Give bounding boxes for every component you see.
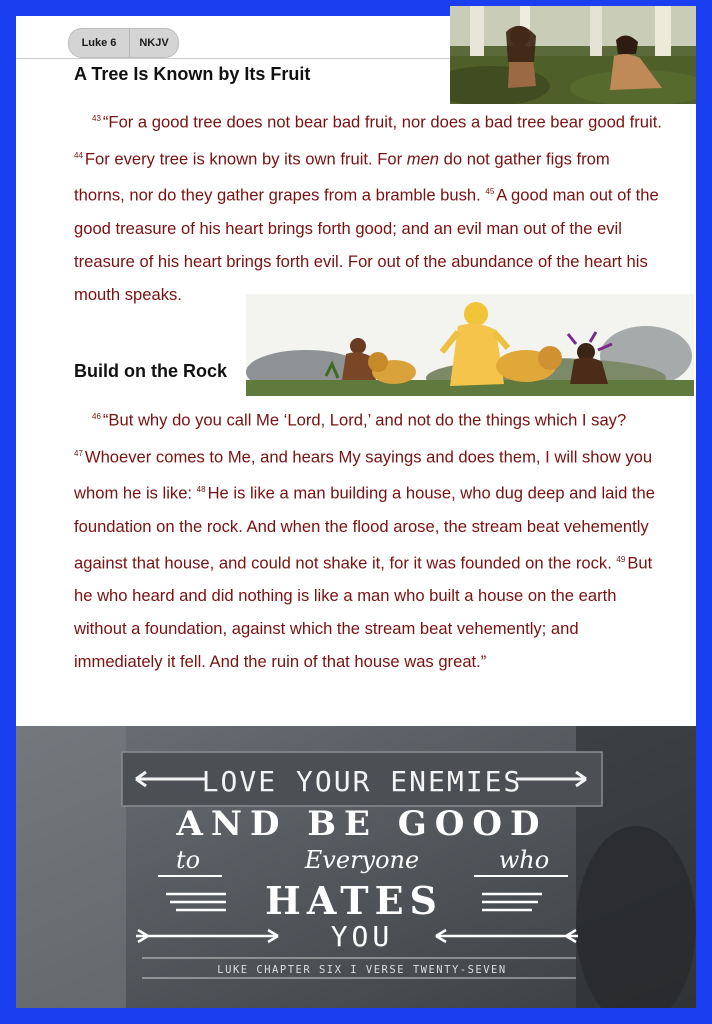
verse-text: He is like a man building a house, who dug deep and laid the foundation on the rock. And when the flood arose, the stream beat vehemently against that house, and could not shake it, for it was founded on the rock.: [74, 483, 655, 573]
verse-number: 49: [616, 554, 626, 564]
verse-number: 48: [196, 485, 206, 495]
poster-line-2: AND BE GOOD: [176, 804, 548, 844]
verse-text: Whoever comes to Me, and hears My sayings and does them, I will show you whom he is like:: [74, 447, 653, 503]
poster-word-to: to: [175, 846, 201, 874]
verse-text: A good man out of the good treasure of his heart brings forth good; and an evil man out of the evil treasure of his heart brings forth evil. For out of the abundance of the heart his mouth speaks.: [74, 185, 659, 304]
book-chapter-tab[interactable]: Luke 6: [69, 29, 130, 57]
adam-and-eve-illustration: [450, 6, 696, 104]
version-tab[interactable]: NKJV: [139, 37, 169, 49]
poster-word-who: who: [498, 846, 550, 874]
verse-number: 46: [92, 412, 101, 421]
section-heading-rock: Build on the Rock: [74, 361, 227, 381]
section1-passage: [74, 102, 664, 311]
section2-passage: [74, 400, 664, 678]
poster-word-everyone: Everyone: [304, 846, 420, 874]
verse-text: “But why do you call Me ‘Lord, Lord,’ and not do the things which I say?: [102, 410, 627, 430]
poster-line-5: YOU: [330, 920, 394, 953]
verse-text: “For a good tree does not bear bad fruit, nor does a bad tree bear good fruit.: [102, 112, 662, 132]
verse-number: 43: [92, 114, 101, 123]
section-heading-tree: A Tree Is Known by Its Fruit: [74, 64, 311, 84]
poster-footer: LUKE CHAPTER SIX I VERSE TWENTY-SEVEN: [217, 964, 507, 976]
reference-tabs: [68, 28, 179, 58]
verse-number: 45: [485, 187, 495, 197]
poster-line-1: LOVE YOUR ENEMIES: [201, 765, 523, 798]
poster-line-4: HATES: [265, 878, 443, 923]
header-divider: [16, 58, 456, 59]
lions-and-figure-illustration: [246, 294, 694, 396]
verse-text: do not gather figs from thorns, nor do they gather grapes from a bramble bush.: [74, 149, 610, 205]
verse-number: 44: [74, 150, 83, 160]
verse-text: But he who heard and did nothing is like a man who built a house on the earth without a foundation, against which the stream beat vehemently; and immediately it fell. And the ruin of that house was great.”: [74, 553, 653, 672]
italic-word: men: [406, 149, 440, 169]
verse-text: For every tree is known by its own fruit. For: [84, 149, 407, 169]
verse-number: 47: [74, 448, 83, 458]
quote-poster: [16, 726, 696, 1008]
